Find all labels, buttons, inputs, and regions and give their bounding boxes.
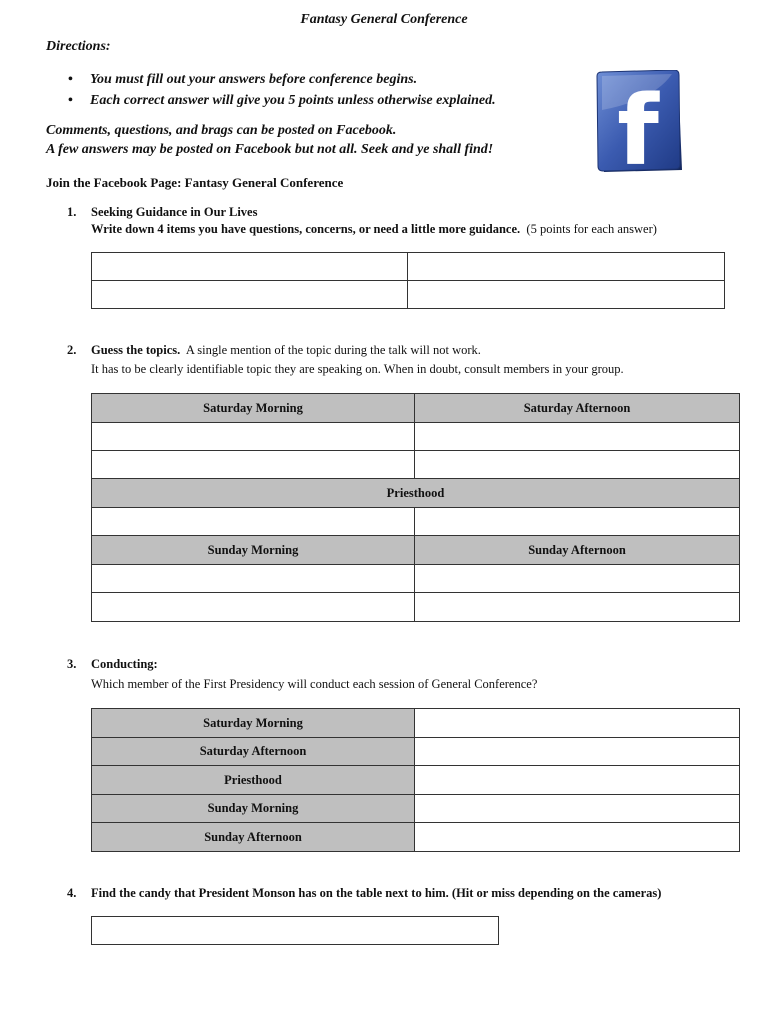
q3-answer-cell[interactable] <box>415 766 740 795</box>
q2-header-saturday-afternoon: Saturday Afternoon <box>415 394 740 423</box>
q3-session-saturday-morning: Saturday Morning <box>92 709 415 738</box>
q2-header-saturday-morning: Saturday Morning <box>92 394 415 423</box>
q2-answer-cell[interactable] <box>415 451 740 479</box>
direction-item: • Each correct answer will give you 5 points unless otherwise explained. <box>66 90 586 111</box>
q2-header-sunday-afternoon: Sunday Afternoon <box>415 536 740 565</box>
q1-answer-cell[interactable] <box>92 253 408 281</box>
facebook-logo-icon <box>594 70 684 176</box>
q2-answer-cell[interactable] <box>92 423 415 451</box>
q2-answer-cell[interactable] <box>415 565 740 593</box>
q3-heading: Conducting: <box>91 657 158 671</box>
q3-answer-cell[interactable] <box>415 709 740 738</box>
q1-answer-cell[interactable] <box>408 253 725 281</box>
q3-session-sunday-afternoon: Sunday Afternoon <box>92 823 415 852</box>
q2-answer-cell[interactable] <box>92 451 415 479</box>
q2-answer-cell[interactable] <box>415 508 740 536</box>
q2-answer-cell[interactable] <box>92 565 415 593</box>
q2-topics-table <box>91 393 740 622</box>
page-title: Fantasy General Conference <box>300 12 468 27</box>
q2-line-2: It has to be clearly identifiable topic they are speaking on. When in doubt, consult members in your group. <box>91 362 624 376</box>
q3-conducting-table <box>91 708 740 852</box>
q2-header-sunday-morning: Sunday Morning <box>92 536 415 565</box>
q1-points-note: (5 points for each answer) <box>526 222 657 236</box>
q3-answer-cell[interactable] <box>415 738 740 766</box>
q1-answer-cell[interactable] <box>92 281 408 309</box>
q2-line-1-rest: A single mention of the topic during the talk will not work. <box>185 343 481 357</box>
q3-answer-cell[interactable] <box>415 823 740 852</box>
directions-list <box>66 69 586 111</box>
q2-heading: Guess the topics. <box>91 343 181 357</box>
q2-answer-cell[interactable] <box>92 508 415 536</box>
q3-session-saturday-afternoon: Saturday Afternoon <box>92 738 415 766</box>
q1-instructions-bold: Write down 4 items you have questions, concerns, or need a little more guidance. <box>91 222 521 236</box>
comments-line-2: A few answers may be posted on Facebook but not all. Seek and ye shall find! <box>46 142 494 157</box>
q2-number: 2. <box>67 343 77 357</box>
q2-answer-cell[interactable] <box>415 423 740 451</box>
q2-answer-cell[interactable] <box>92 593 415 622</box>
q3-answer-cell[interactable] <box>415 795 740 823</box>
q1-answer-cell[interactable] <box>408 281 725 309</box>
directions-label: Directions: <box>46 39 111 54</box>
q1-instructions <box>91 222 657 237</box>
q3-number: 3. <box>67 657 77 671</box>
facebook-logo-letter: f <box>617 75 659 176</box>
q3-line-2: Which member of the First Presidency will conduct each session of General Conference? <box>91 677 538 691</box>
q4-number: 4. <box>67 886 77 900</box>
q1-number: 1. <box>67 205 77 219</box>
q2-header-priesthood: Priesthood <box>92 479 740 508</box>
q2-answer-cell[interactable] <box>415 593 740 622</box>
q3-session-sunday-morning: Sunday Morning <box>92 795 415 823</box>
q1-answer-table <box>91 252 725 309</box>
comments-line-1: Comments, questions, and brags can be posted on Facebook. <box>46 123 397 138</box>
q2-line-1 <box>91 343 481 358</box>
join-facebook-line: Join the Facebook Page: Fantasy General Conference <box>46 175 344 190</box>
direction-item: • You must fill out your answers before conference begins. <box>66 69 586 90</box>
q4-text: Find the candy that President Monson has on the table next to him. (Hit or miss depending on the cameras) <box>91 886 662 900</box>
q4-answer-box[interactable] <box>91 916 499 945</box>
q3-session-priesthood: Priesthood <box>92 766 415 795</box>
q1-heading: Seeking Guidance in Our Lives <box>91 205 258 219</box>
